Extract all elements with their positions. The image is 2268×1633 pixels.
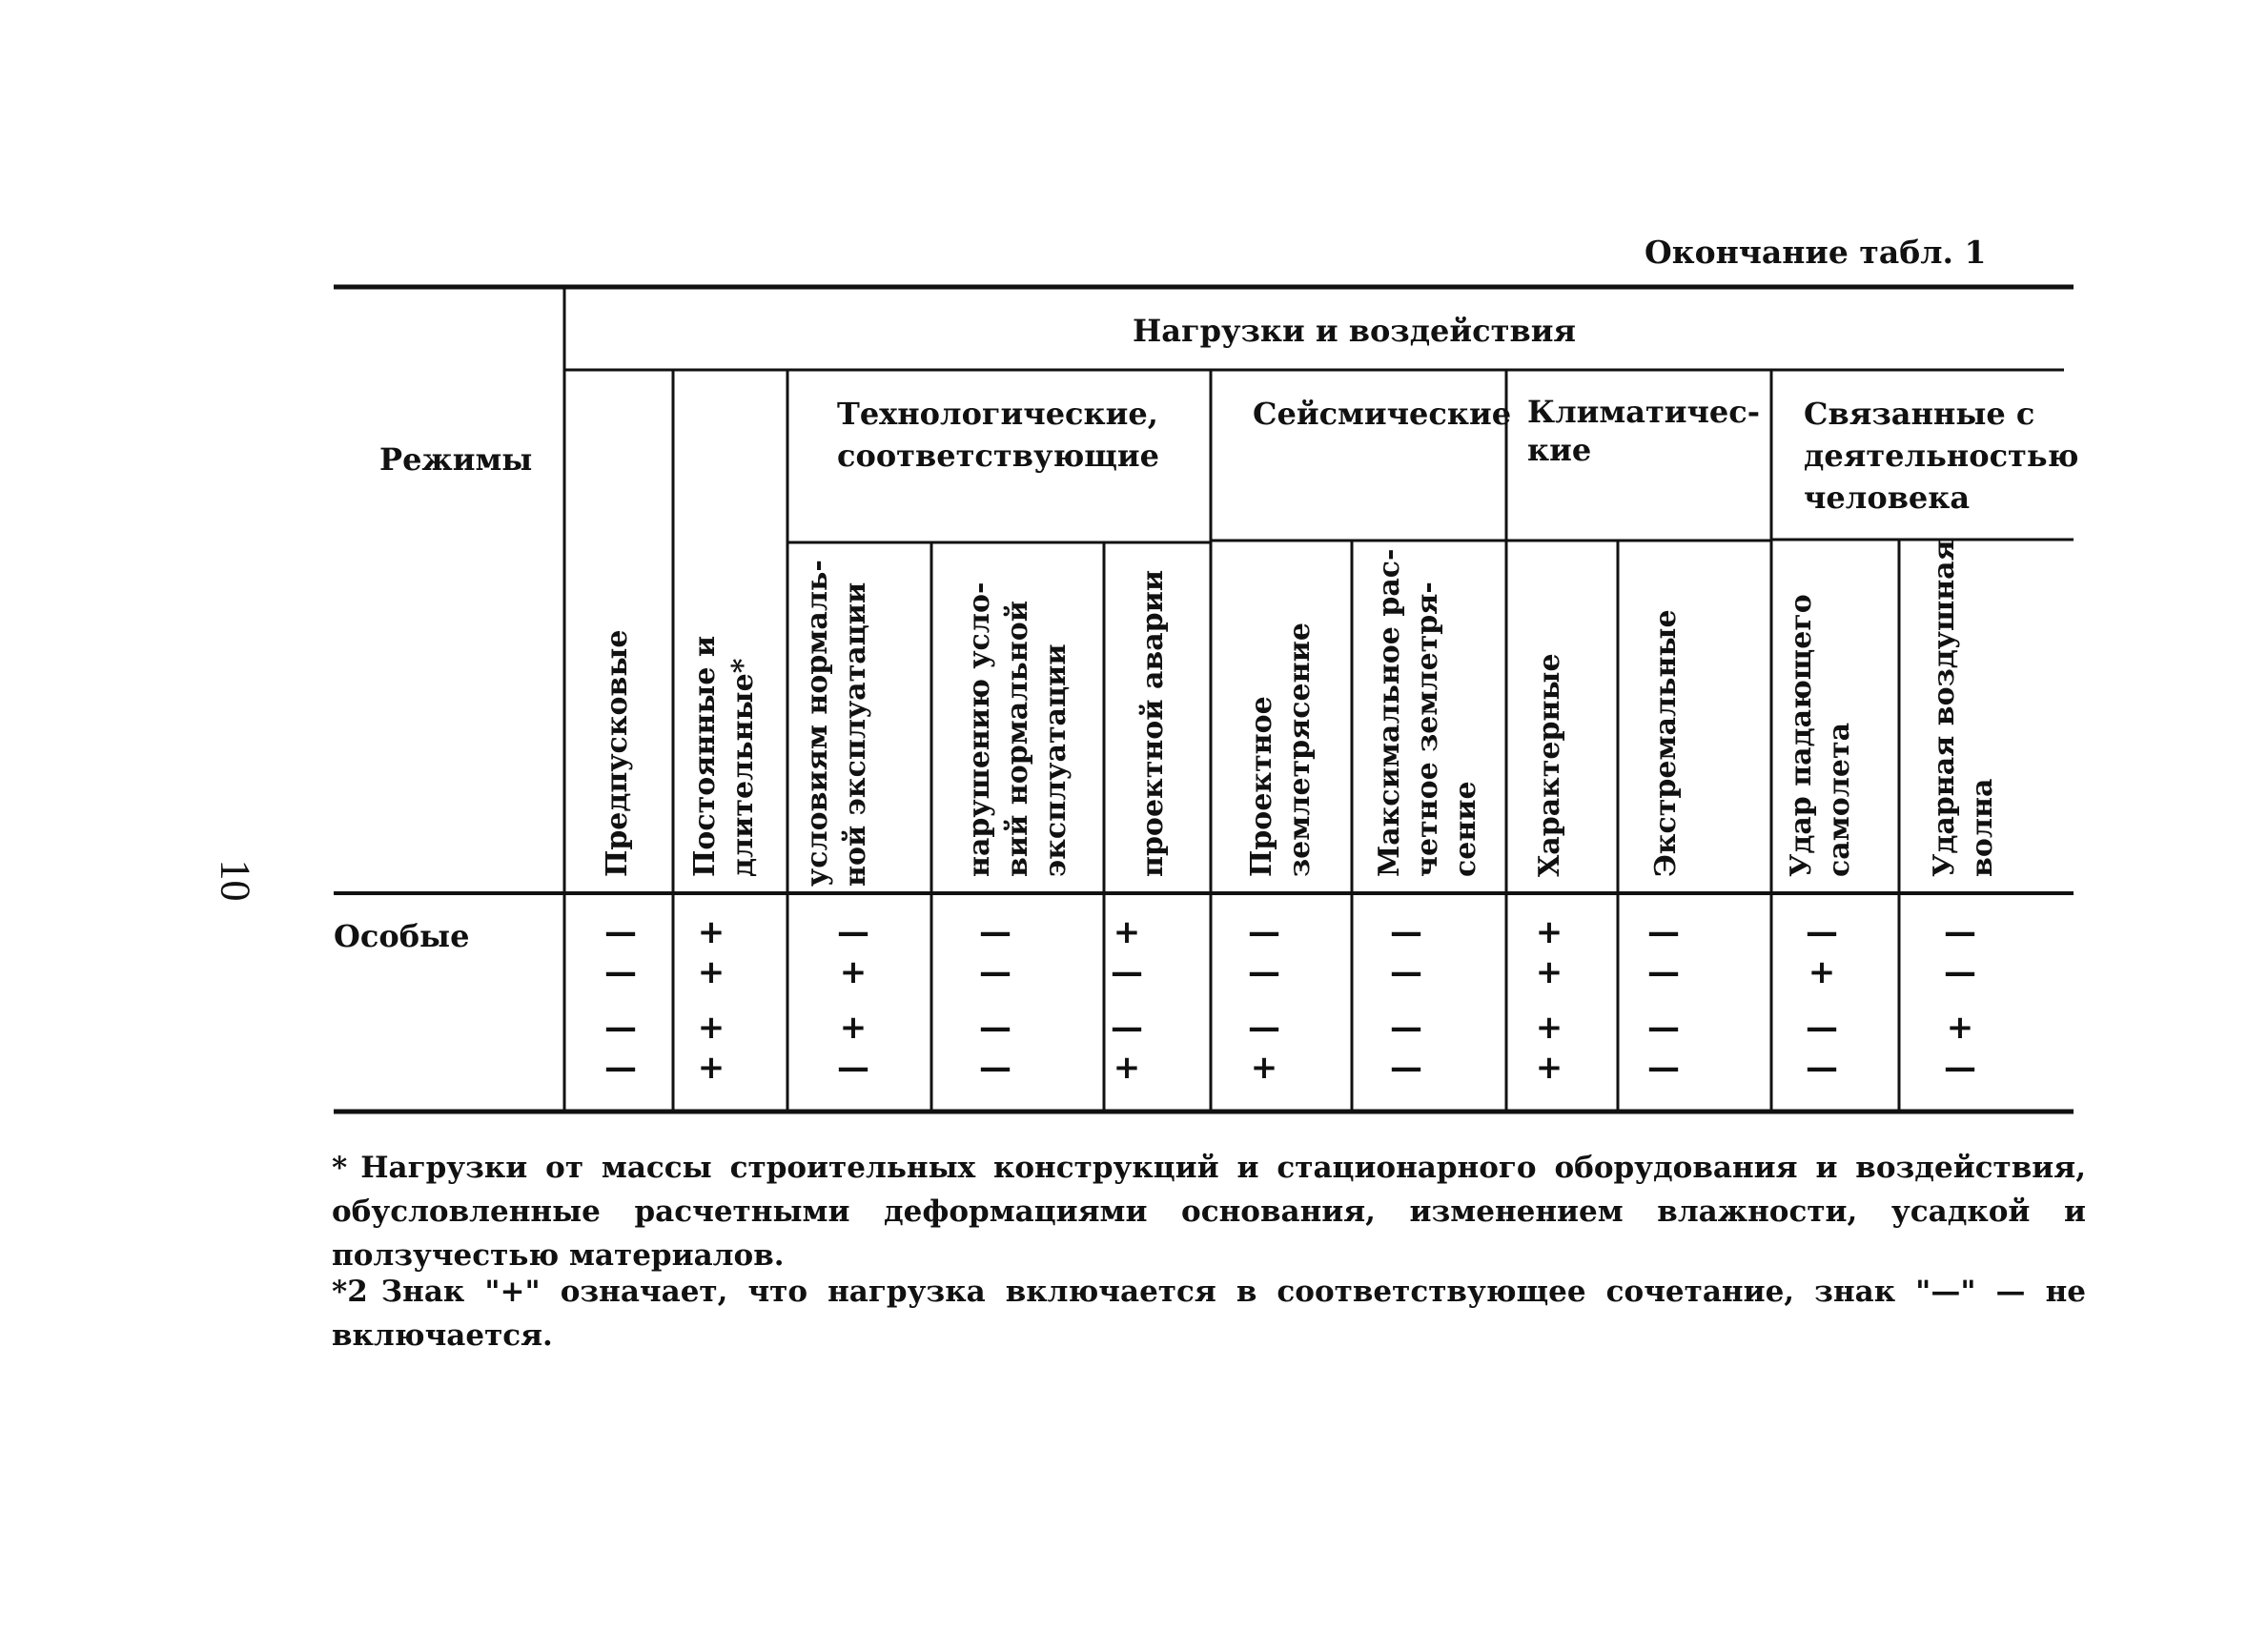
table-cell: + [839, 953, 868, 991]
table-cell: + [697, 913, 725, 951]
table-cell: + [697, 953, 725, 991]
table-cell: — [1944, 1049, 1976, 1087]
footnote-1 [332, 1146, 2086, 1277]
table-cell: — [837, 913, 869, 951]
column-header-air-blast: Ударная воздушная волна [1928, 540, 1999, 877]
page-number: 10 [212, 859, 259, 902]
column-header-max-earthquake: Максимальное рас- четное землетря- сение [1373, 548, 1482, 877]
table-cell: — [1248, 913, 1280, 951]
table-cell: — [979, 953, 1011, 991]
table-cell: + [839, 1009, 868, 1047]
table-cell: — [1647, 1049, 1680, 1087]
row-label-special: Особые [334, 918, 470, 954]
table-cell: — [604, 1009, 637, 1047]
group-header-technological: Технологические, соответствующие [837, 396, 1159, 474]
footnote-2 [332, 1270, 2086, 1357]
table-cell: + [1535, 1009, 1563, 1047]
table-continuation-caption: Окончание табл. 1 [1645, 234, 1987, 271]
footnote-2-text: Знак "+" означает, что нагрузка включается в соответствующее сочетание, знак "—" — не включается. [332, 1275, 2086, 1353]
table-cell: — [1647, 953, 1680, 991]
table-cell: — [1647, 913, 1680, 951]
table-cell: — [979, 1049, 1011, 1087]
table-cell: — [1806, 1049, 1838, 1087]
table-cell: + [697, 1009, 725, 1047]
table-cell: — [1390, 913, 1422, 951]
table-cell: + [1535, 953, 1563, 991]
table-cell: + [1113, 913, 1141, 951]
table-cell: — [1390, 1049, 1422, 1087]
table-cell: — [1390, 953, 1422, 991]
table-cell: — [1944, 913, 1976, 951]
table-cell: + [1808, 953, 1836, 991]
footnote-1-mark: * [332, 1151, 348, 1185]
group-header-seismic: Сейсмические [1253, 396, 1512, 432]
table-cell: — [604, 953, 637, 991]
row-header-regimes: Режимы [379, 441, 533, 478]
group-header-human-activity: Связанные с деятельностью человека [1804, 396, 2079, 516]
column-header-violation: нарушению усло- вий нормальной эксплуатации [963, 582, 1073, 877]
column-header-design-accident: проектной аварии [1136, 569, 1170, 877]
footnote-1-text: Нагрузки от массы строительных конструкций и стационарного оборудования и воздействия, обусловленные расчетными деформациями основания, изменением влажности, усадкой и ползучестью материалов. [332, 1151, 2086, 1273]
table-cell: + [1113, 1049, 1141, 1087]
table-cell: + [697, 1049, 725, 1087]
table-cell: — [1390, 1009, 1422, 1047]
column-header-characteristic: Характерные [1533, 653, 1566, 877]
table-cell: — [979, 913, 1011, 951]
table-cell: + [1535, 913, 1563, 951]
group-header-climatic: Климатичес- кие [1527, 394, 1761, 468]
table-cell: — [1806, 913, 1838, 951]
table-cell: — [1944, 953, 1976, 991]
table-cell: — [1647, 1009, 1680, 1047]
table-cell: — [1111, 1009, 1143, 1047]
table-cell: — [604, 1049, 637, 1087]
column-header-normal-operation: условиям нормаль- ной эксплуатации [801, 560, 872, 887]
table-cell: + [1535, 1049, 1563, 1087]
table-cell: — [604, 913, 637, 951]
column-header-design-earthquake: Проектное землетрясение [1245, 623, 1317, 877]
table-cell: — [1806, 1009, 1838, 1047]
table-cell: — [979, 1009, 1011, 1047]
column-header-permanent: Постоянные и длительные* [688, 635, 760, 877]
table-cell: — [1111, 953, 1143, 991]
footnote-2-mark: *2 [332, 1275, 368, 1309]
table-cell: — [1248, 953, 1280, 991]
table-cell: — [1248, 1009, 1280, 1047]
column-header-extreme: Экстремальные [1649, 609, 1683, 877]
table-cell: + [1250, 1049, 1278, 1087]
column-header-aircraft-impact: Удар падающего самолета [1785, 594, 1856, 877]
table-cell: + [1946, 1009, 1974, 1047]
table-cell: — [837, 1049, 869, 1087]
column-header-prelaunch: Предпусковые [601, 629, 634, 877]
loads-header: Нагрузки и воздействия [1133, 313, 1577, 349]
